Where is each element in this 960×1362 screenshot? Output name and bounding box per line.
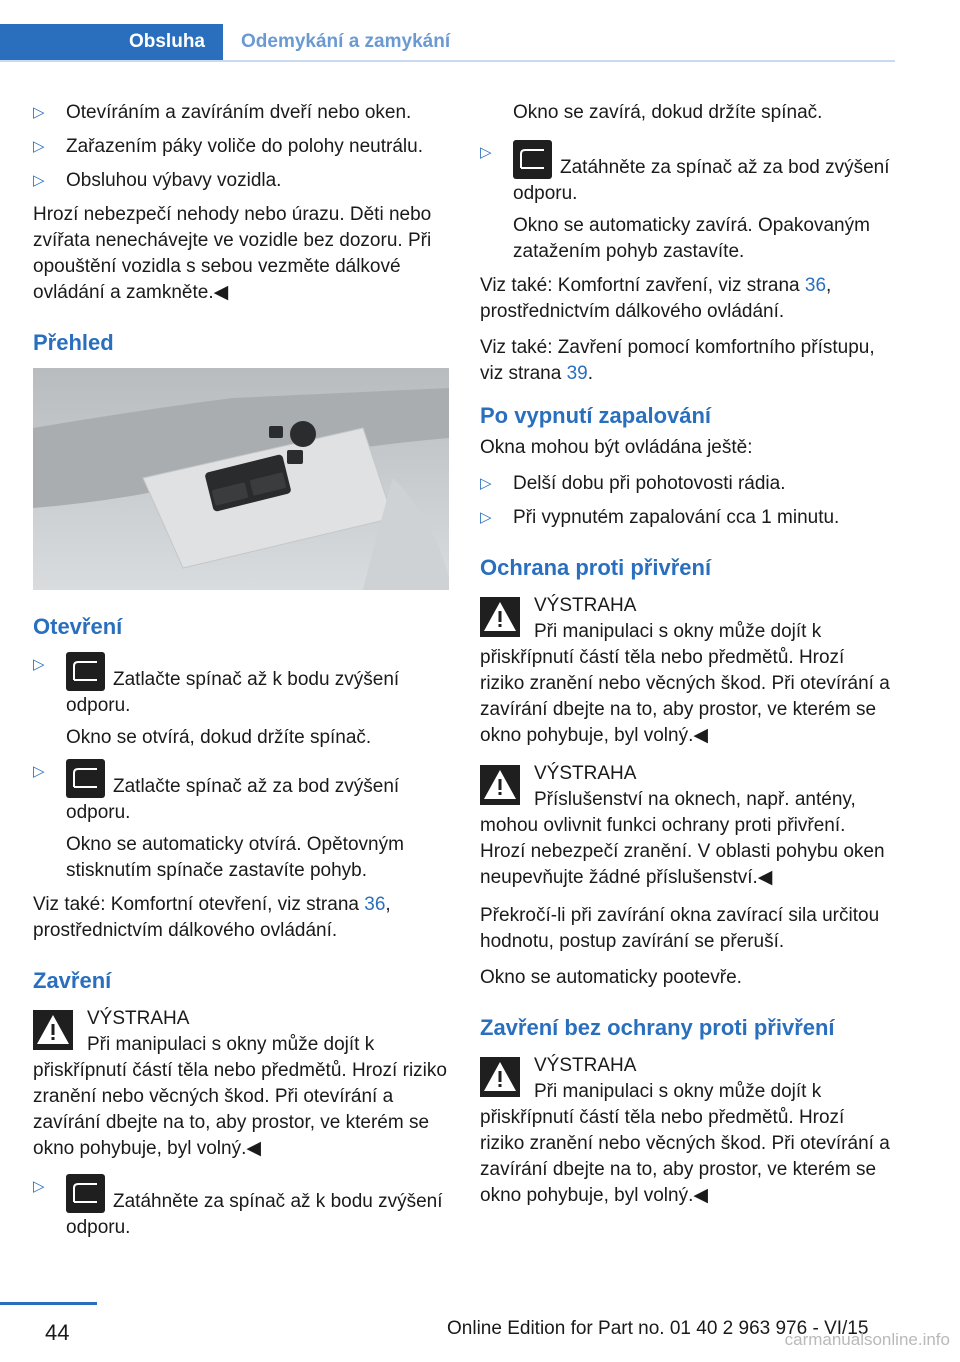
triangle-bullet-icon: ▷ — [33, 1178, 45, 1195]
warning-block — [33, 1006, 449, 1162]
warning-text: Příslušenství na oknech, např. antény, mohou ovlivnit funkci ochrany proti přivření. Hrozí nebezpečí zranění. V oblasti pohybu oken neupevňujte žádné příslušenství.◀ — [480, 789, 885, 888]
heading-bez-ochrany: Zavření bez ochrany proti přivření — [480, 1015, 835, 1040]
triangle-bullet-icon: ▷ — [480, 509, 492, 526]
edition-text: Online Edition for Part no. 01 40 2 963 976 - VI/15 — [447, 1318, 869, 1339]
warning-triangle-icon — [480, 597, 520, 637]
triangle-bullet-icon: ▷ — [33, 172, 45, 189]
triangle-bullet-icon: ▷ — [480, 475, 492, 492]
warning-text: Při manipulaci s okny může dojít k přiskřípnutí částí těla nebo předmětů. Hrozí riziko zranění nebo věcných škod. Při otevírání a zavírání dbejte na to, aby prostor, ve kterém se okno pohybuje, byl volný.◀ — [480, 1081, 890, 1206]
warning-title: VÝSTRAHA — [534, 1055, 637, 1076]
body-text: Překročí-li při zavírání okna zavírací sila určitou hodnotu, postup zavírání se přeruší. — [480, 905, 880, 952]
tab-odemykani[interactable]: Odemykání a zamykání — [241, 31, 451, 52]
triangle-bullet-icon: ▷ — [33, 104, 45, 121]
heading-po-vypnuti: Po vypnutí zapalování — [480, 403, 712, 428]
see-also-text: Viz také: Komfortní zavření, viz strana 36, prostřednictvím dálkového ovládání. — [480, 275, 832, 322]
heading-otevreni: Otevření — [33, 614, 123, 639]
list-item: ▷ Zatáhněte za spínač až za bod zvýšení odporu. Okno se automaticky zavírá. Opakovaným zatažením pohyb zastavíte. — [480, 140, 892, 265]
window-switch-icon — [513, 140, 552, 179]
footer-divider — [0, 1302, 97, 1305]
watermark: carmanualsonline.info — [784, 1330, 950, 1349]
triangle-bullet-icon: ▷ — [33, 763, 45, 780]
warning-triangle-icon — [33, 1010, 73, 1050]
list-item: ▷ Delší dobu při pohotovosti rádia. — [480, 471, 892, 497]
header — [0, 24, 895, 62]
list-item-continued: Okno se zavírá, dokud držíte spínač. — [513, 102, 823, 123]
list-item: ▷ Otevíráním a zavíráním dveří nebo oken. — [33, 100, 449, 126]
warning-block — [480, 761, 892, 891]
heading-zavreni: Zavření — [33, 968, 112, 993]
list-item: ▷ Obsluhou výbavy vozidla. — [33, 168, 449, 194]
warning-block — [480, 593, 892, 749]
list-item: ▷ Zatáhněte za spínač až k bodu zvýšení odporu. — [33, 1174, 449, 1241]
warning-text: Při manipulaci s okny může dojít k přiskřípnutí částí těla nebo předmětů. Hrozí riziko zranění nebo věcných škod. Při otevírání a zavírání dbejte na to, aby prostor, ve kterém se okno pohybuje, byl volný.◀ — [480, 621, 890, 746]
list-item: ▷ Při vypnutém zapalování cca 1 minutu. — [480, 505, 892, 531]
page-link[interactable]: 36 — [804, 275, 827, 296]
page-number: 44 — [45, 1320, 70, 1345]
page-link[interactable]: 39 — [566, 363, 588, 384]
warning-block — [480, 1053, 892, 1209]
heading-prehled: Přehled — [33, 330, 114, 355]
list-item: ▷ Zatlačte spínač až za bod zvýšení odporu. Okno se automaticky otvírá. Opětovným stisknutím spínače zastavíte pohyb. — [33, 759, 449, 884]
page-link[interactable]: 36 — [364, 894, 386, 915]
window-switch-photo — [33, 368, 449, 590]
window-switch-icon — [66, 759, 105, 798]
window-switch-icon — [66, 652, 105, 691]
warning-title: VÝSTRAHA — [534, 763, 637, 784]
triangle-bullet-icon: ▷ — [480, 144, 492, 161]
triangle-bullet-icon: ▷ — [33, 656, 45, 673]
warning-text: Při manipulaci s okny může dojít k přiskřípnutí částí těla nebo předmětů. Hrozí riziko zranění nebo věcných škod. Při otevírání a zavírání dbejte na to, aby prostor, ve kterém se okno pohybuje, byl volný.◀ — [33, 1034, 447, 1159]
right-column — [480, 100, 892, 1221]
intro-text: Okna mohou být ovládána ještě: — [480, 437, 753, 458]
warning-title: VÝSTRAHA — [87, 1008, 190, 1029]
triangle-bullet-icon: ▷ — [33, 138, 45, 155]
window-switch-icon — [66, 1174, 105, 1213]
heading-ochrana: Ochrana proti přivření — [480, 555, 712, 580]
list-item: ▷ Zatlačte spínač až k bodu zvýšení odporu. Okno se otvírá, dokud držíte spínač. — [33, 652, 449, 751]
header-divider — [0, 60, 895, 62]
left-column — [33, 100, 449, 1249]
body-text: Okno se automaticky pootevře. — [480, 967, 742, 988]
warning-title: VÝSTRAHA — [534, 595, 637, 616]
list-item: ▷ Zařazením páky voliče do polohy neutrálu. — [33, 134, 449, 160]
warning-end-text: Hrozí nebezpečí nehody nebo úrazu. Děti nebo zvířata nenechávejte ve vozidle bez dozoru. Při opouštění vozidla s sebou vezměte dálkové ovládání a zamkněte.◀ — [33, 204, 432, 303]
tab-obsluha[interactable]: Obsluha — [0, 24, 223, 60]
warning-triangle-icon — [480, 1057, 520, 1097]
see-also-text: Viz také: Zavření pomocí komfortního přístupu, viz strana 39. — [480, 337, 875, 384]
warning-triangle-icon — [480, 765, 520, 805]
see-also-text: Viz také: Komfortní otevření, viz strana 36, prostřednictvím dálkového ovládání. — [33, 894, 391, 941]
